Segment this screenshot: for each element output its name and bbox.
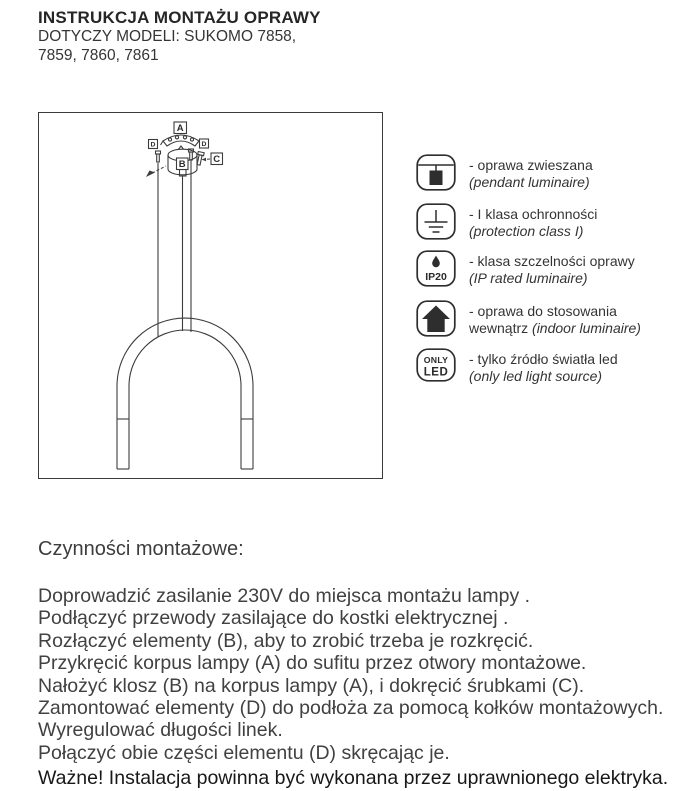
- legend-row-indoor: [416, 300, 681, 348]
- mounting-bracket-icon: [161, 135, 202, 146]
- ground-symbol-icon: [416, 203, 456, 245]
- symbol-label-pl2: wewnątrz: [469, 320, 529, 336]
- symbol-label-en: (pendant luminaire): [469, 174, 590, 190]
- suspension-cables: [158, 160, 191, 337]
- instructions-heading: Czynności montażowe:: [38, 538, 244, 560]
- models-line-1: DOTYCZY MODELI: SUKOMO 7858,: [38, 28, 297, 45]
- part-label-b: [177, 158, 189, 170]
- symbol-label-pl: - I klasa ochronności: [469, 206, 598, 222]
- instruction-step: Zamontować elementy (D) do podłoża za pomocą kołków montażowych.: [38, 697, 664, 720]
- part-label-d-right: [200, 139, 209, 148]
- mounting-instructions: [38, 538, 683, 789]
- svg-text:D: D: [201, 140, 207, 148]
- instruction-step: Doprowadzić zasilanie 230V do miejsca montażu lampy .: [38, 585, 531, 607]
- instruction-step: Rozłączyć elementy (B), aby to zrobić trzeba je rozkręcić.: [38, 629, 534, 652]
- symbol-label-pl: - tylko źródło światła led: [469, 351, 618, 367]
- symbol-label-pl: - klasa szczelności oprawy: [469, 253, 635, 269]
- only-badge: ONLY: [423, 355, 449, 365]
- ip20-badge: IP20: [425, 271, 447, 283]
- part-label-c: [211, 153, 223, 165]
- instruction-steps: [38, 585, 683, 764]
- house-icon: [416, 300, 456, 342]
- part-label-a: [174, 122, 187, 134]
- legend-row-ip-rating: [416, 250, 681, 300]
- assembly-diagram: [38, 112, 383, 479]
- symbol-label-en: (IP rated luminaire): [469, 270, 588, 286]
- legend-row-only-led: [416, 348, 681, 390]
- led-badge: LED: [423, 366, 449, 379]
- legend-row-protection-class: [416, 203, 681, 250]
- instruction-step: Nałożyć klosz (B) na korpus lampy (A), i dokręcić śrubkami (C).: [38, 674, 585, 697]
- instruction-step: Połączyć obie części elementu (D) skręcając je.: [38, 741, 450, 764]
- ip20-drop-icon: [416, 250, 456, 292]
- only-led-icon: [416, 348, 456, 387]
- pointer-arrow: [146, 166, 166, 177]
- page-title: INSTRUKCJA MONTAŻU OPRAWY: [38, 8, 321, 27]
- symbol-label-pl: - oprawa zwieszana: [469, 157, 593, 173]
- symbols-legend: [416, 154, 681, 390]
- svg-text:C: C: [213, 154, 221, 166]
- arch-lamp-body: [117, 318, 253, 469]
- svg-text:B: B: [178, 159, 186, 171]
- symbol-label-pl: - oprawa do stosowania: [469, 303, 617, 319]
- symbol-label-en: (only led light source): [469, 368, 603, 384]
- cable-gripper-left: [156, 151, 161, 162]
- electrician-warning: Ważne! Instalacja powinna być wykonana przez uprawnionego elektryka.: [38, 767, 669, 790]
- symbol-label-en: (protection class I): [469, 223, 584, 239]
- symbol-label-en: (indoor luminaire): [532, 320, 641, 336]
- svg-text:D: D: [150, 141, 156, 149]
- pendant-lamp-drawing: [39, 113, 382, 478]
- instruction-step: Wyregulować długości linek.: [38, 719, 283, 742]
- part-label-d-left: [149, 140, 158, 149]
- header: [38, 8, 638, 64]
- pendant-luminaire-icon: [416, 154, 456, 196]
- legend-row-pendant: [416, 154, 681, 203]
- svg-text:A: A: [176, 123, 184, 135]
- instruction-step: Podłączyć przewody zasilające do kostki elektrycznej .: [38, 607, 509, 630]
- instruction-step: Przykręcić korpus lampy (A) do sufitu przez otwory montażowe.: [38, 652, 587, 675]
- models-line-2: 7859, 7860, 7861: [38, 46, 159, 64]
